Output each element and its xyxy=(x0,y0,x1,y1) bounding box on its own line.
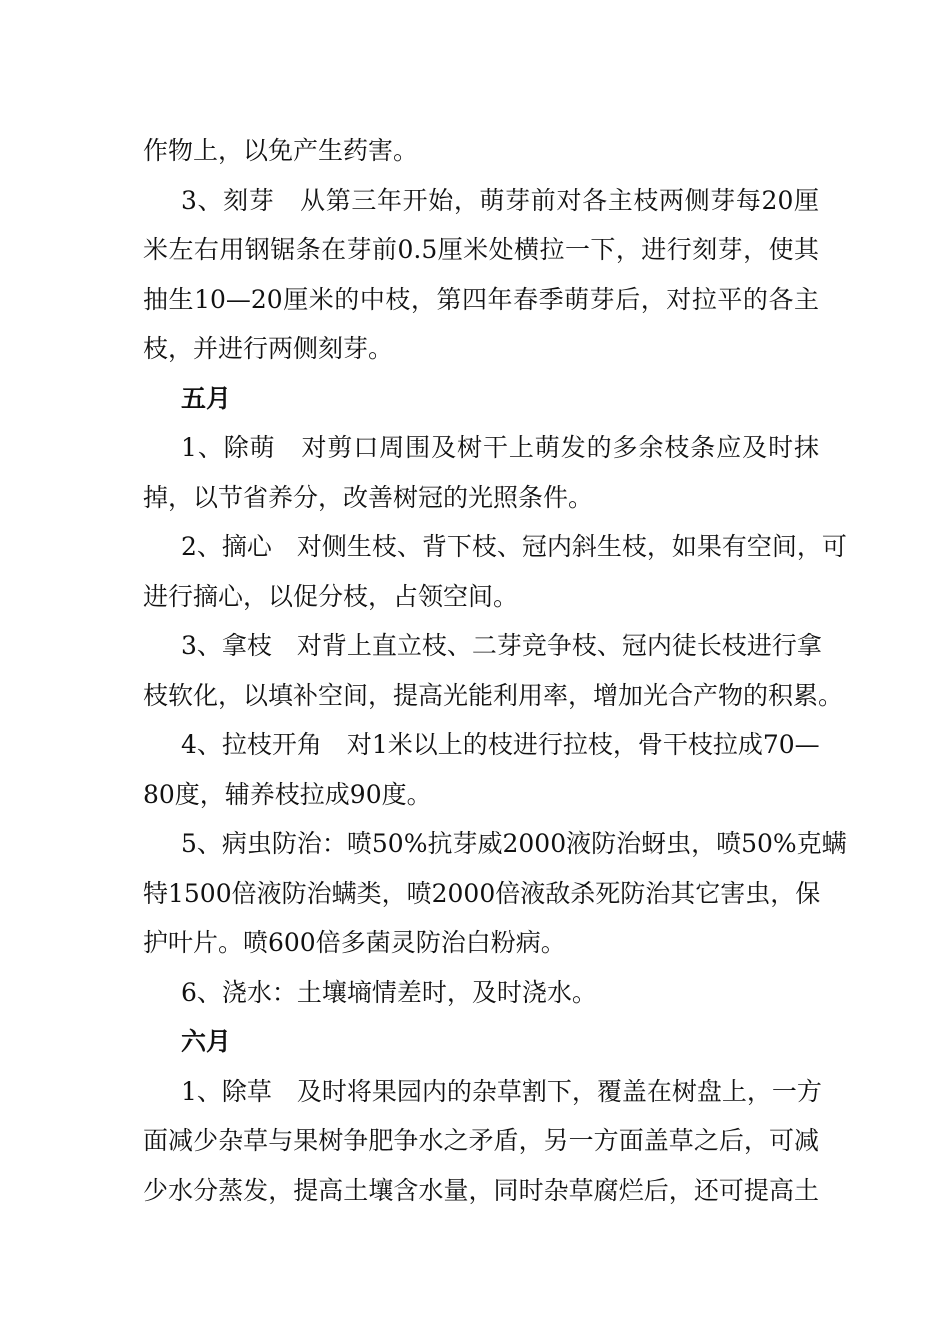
paragraph-line: 枝，并进行两侧刻芽。 xyxy=(143,334,394,363)
paragraph-line: 进行摘心，以促分枝，占领空间。 xyxy=(143,581,519,611)
paragraph-line: 3、拿枝 对背上直立枝、二芽竞争枝、冠内徒长枝进行拿 xyxy=(181,631,822,660)
paragraph-line: 5、病虫防治：喷50%抗芽威2000液防治蚜虫，喷50%克螨 xyxy=(181,829,847,858)
paragraph-line: 1、除萌 对剪口周围及树干上萌发的多余枝条应及时抹 xyxy=(181,433,819,462)
paragraph-line: 2、摘心 对侧生枝、背下枝、冠内斜生枝，如果有空间，可 xyxy=(181,532,847,561)
paragraph-line: 抽生10—20厘米的中枝，第四年春季萌芽后，对拉平的各主 xyxy=(143,284,819,314)
section-heading-may: 五月 xyxy=(181,383,232,413)
paragraph-line: 1、除草 及时将果园内的杂草割下，覆盖在树盘上，一方 xyxy=(181,1076,822,1106)
paragraph-line: 3、刻芽 从第三年开始，萌芽前对各主枝两侧芽每20厘 xyxy=(181,185,819,215)
paragraph-line: 掉，以节省养分，改善树冠的光照条件。 xyxy=(143,482,594,512)
paragraph-line: 特1500倍液防治螨类，喷2000倍液敌杀死防治其它害虫，保 xyxy=(143,878,821,908)
paragraph-line: 护叶片。喷600倍多菌灵防治白粉病。 xyxy=(143,928,566,957)
paragraph-line: 枝软化，以填补空间，提高光能利用率，增加光合产物的积累。 xyxy=(143,680,844,710)
paragraph-line: 面减少杂草与果树争肥争水之矛盾，另一方面盖草之后，可减 xyxy=(143,1126,819,1155)
paragraph-line: 作物上，以免产生药害。 xyxy=(143,136,419,165)
paragraph-line: 少水分蒸发，提高土壤含水量，同时杂草腐烂后，还可提高土 xyxy=(143,1175,819,1205)
document-body xyxy=(143,126,847,1215)
paragraph-line: 4、拉枝开角 对1米以上的枝进行拉枝，骨干枝拉成70— xyxy=(181,730,820,759)
section-heading-june: 六月 xyxy=(181,1027,232,1056)
paragraph-line: 6、浇水：土壤墒情差时，及时浇水。 xyxy=(181,977,597,1007)
paragraph-line: 米左右用钢锯条在芽前0.5厘米处横拉一下，进行刻芽，使其 xyxy=(143,235,819,264)
paragraph-line: 80度，辅养枝拉成90度。 xyxy=(143,779,432,809)
